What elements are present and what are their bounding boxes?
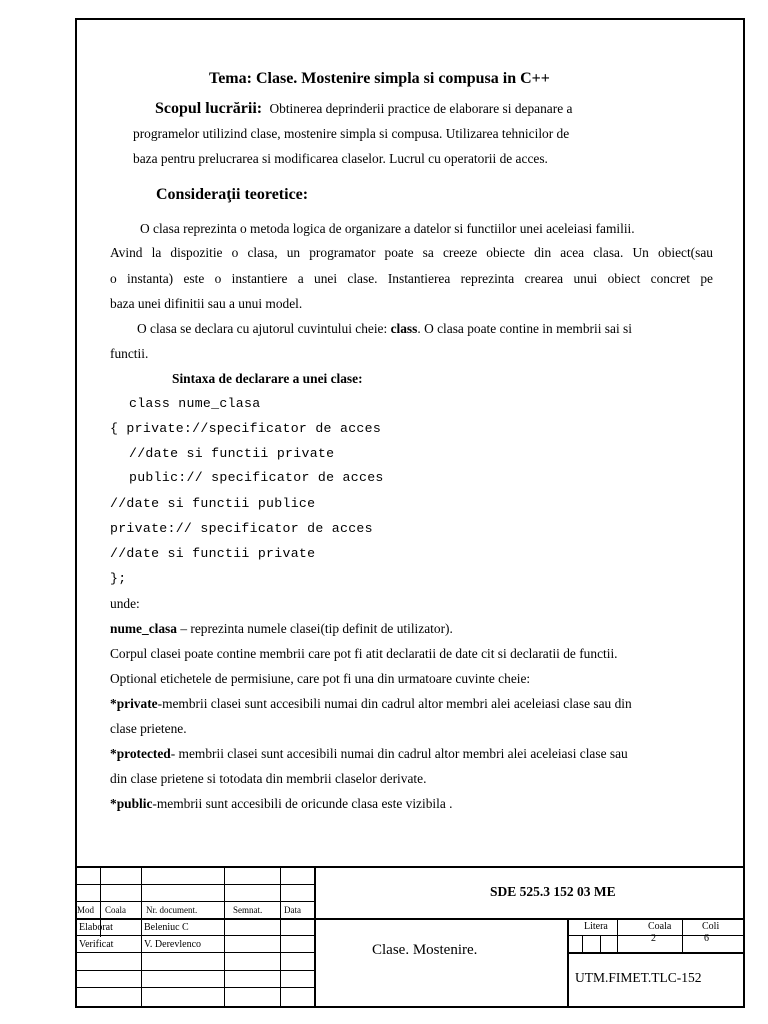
tb-vline <box>600 936 601 953</box>
code-line-8: }; <box>110 571 127 586</box>
public-term: *public <box>110 796 153 811</box>
private-text-1: -membrii clasei sunt accesibili numai din cadrul altor membri alei aceleiasi clase sau din <box>157 696 632 711</box>
tb-vline <box>582 936 583 953</box>
public-item-line <box>110 796 453 812</box>
scop-line-3: baza pentru prelucrarea si modificarea claselor. Lucrul cu operatorii de acces. <box>133 151 548 166</box>
para1-line-2: Avind la dispozitie o clasa, un programator poate sa creeze obiecte din acea clasa. Un obiect(sau <box>110 245 713 260</box>
tb-hline <box>75 970 315 971</box>
tb-vline-thick <box>567 919 569 1008</box>
tb-doc-title: Clase. Mostenire. <box>372 942 478 958</box>
private-item-line-1 <box>110 696 632 712</box>
scop-text-1: Obtinerea deprinderii practice de elaborare si depanare a <box>269 101 573 116</box>
unde-label: unde: <box>110 596 140 611</box>
protected-item-line-1 <box>110 746 628 762</box>
para2-line-1 <box>137 321 632 337</box>
tb-col-nr-document: Nr. document. <box>146 905 198 915</box>
tb-hline <box>75 987 315 988</box>
protected-text-1: - membrii clasei sunt accesibili numai din cadrul altor membri alei aceleiasi clase sau <box>170 746 628 761</box>
tb-coala-value: 2 <box>651 933 656 944</box>
tb-hline-right <box>568 952 745 954</box>
tb-col-coala: Coala <box>105 905 126 915</box>
code-line-3: //date si functii private <box>129 446 335 461</box>
tb-hline <box>75 952 315 953</box>
private-item-line-2: clase prietene. <box>110 721 187 736</box>
private-term: *private <box>110 696 158 711</box>
public-text: -membrii sunt accesibili de oricunde clasa este vizibila . <box>152 796 453 811</box>
protected-term: *protected <box>110 746 171 761</box>
nume-clasa-desc: – reprezinta numele clasei(tip definit de utilizator). <box>176 621 453 636</box>
protected-item-line-2: din clase prietene si totodata din membrii claselor derivate. <box>110 771 427 786</box>
tb-name-elaborat: Beleniuc C <box>144 922 189 933</box>
para2-line-2: functii. <box>110 346 149 361</box>
tb-vline <box>682 919 683 953</box>
code-line-6: private:// specificator de acces <box>110 521 373 536</box>
scop-line-2: programelor utilizind clase, mostenire simpla si compusa. Utilizarea tehnicilor de <box>133 126 570 141</box>
scop-label: Scopul lucrării: <box>155 100 263 117</box>
code-line-2: { private://specificator de acces <box>110 421 382 436</box>
tb-vline <box>224 867 225 1007</box>
tb-hline <box>75 901 315 902</box>
code-line-1: class nume_clasa <box>129 396 261 411</box>
tb-organization: UTM.FIMET.TLC-152 <box>575 970 702 985</box>
tb-col-mod: Mod <box>77 905 95 915</box>
nume-clasa-line <box>110 621 453 637</box>
tb-col-data: Data <box>284 905 301 915</box>
consideratii-heading: Consideraţii teoretice: <box>156 186 309 203</box>
tb-vline <box>280 867 281 1007</box>
optional-line: Optional etichetele de permisiune, care pot fi una din urmatoare cuvinte cheie: <box>110 671 531 686</box>
tb-hline-thick <box>75 918 745 920</box>
tb-litera-label: Litera <box>584 921 608 932</box>
tb-vline <box>141 867 142 1007</box>
sintaxa-heading: Sintaxa de declarare a unei clase: <box>172 371 363 386</box>
scop-line-1 <box>155 100 572 118</box>
code-line-7: //date si functii private <box>110 546 316 561</box>
tb-top-border <box>75 866 745 868</box>
tb-coli-label: Coli <box>702 921 720 932</box>
tb-vline-thick <box>314 867 316 1008</box>
tb-vline <box>617 919 618 953</box>
page-title: Tema: Clase. Mostenire simpla si compusa in C++ <box>209 70 550 87</box>
code-line-4: public:// specificator de acces <box>129 470 384 485</box>
para1-line-4: baza unei difinitii sau a unui model. <box>110 296 303 311</box>
tb-doc-code: SDE 525.3 152 03 ME <box>490 884 616 899</box>
code-line-5: //date si functii publice <box>110 496 316 511</box>
tb-coala-label: Coala <box>648 921 672 932</box>
tb-hline-right <box>568 935 745 936</box>
tb-role-elaborat: Elaborat <box>79 922 113 933</box>
class-keyword: class <box>390 321 418 336</box>
tb-name-verificat: V. Derevlenco <box>144 939 202 950</box>
tb-role-verificat: Verificat <box>79 939 114 950</box>
para1-line-1: O clasa reprezinta o metoda logica de organizare a datelor si functiilor unei aceleiasi familii. <box>140 221 635 236</box>
para2-after: . O clasa poate contine in membrii sai si <box>417 321 632 336</box>
tb-coli-value: 6 <box>704 933 709 944</box>
tb-col-semnat: Semnat. <box>233 905 263 915</box>
para1-line-3: o instanta) este o instantiere a unei clase. Instantierea reprezinta crearea unui obiect concret pe <box>110 271 713 286</box>
nume-clasa-term: nume_clasa <box>110 621 177 636</box>
corpul-line: Corpul clasei poate contine membrii care pot fi atit declaratii de date cit si declaratii de functii. <box>110 646 618 661</box>
tb-hline <box>75 935 315 936</box>
para2-before: O clasa se declara cu ajutorul cuvintului cheie: <box>137 321 391 336</box>
tb-hline <box>75 884 315 885</box>
